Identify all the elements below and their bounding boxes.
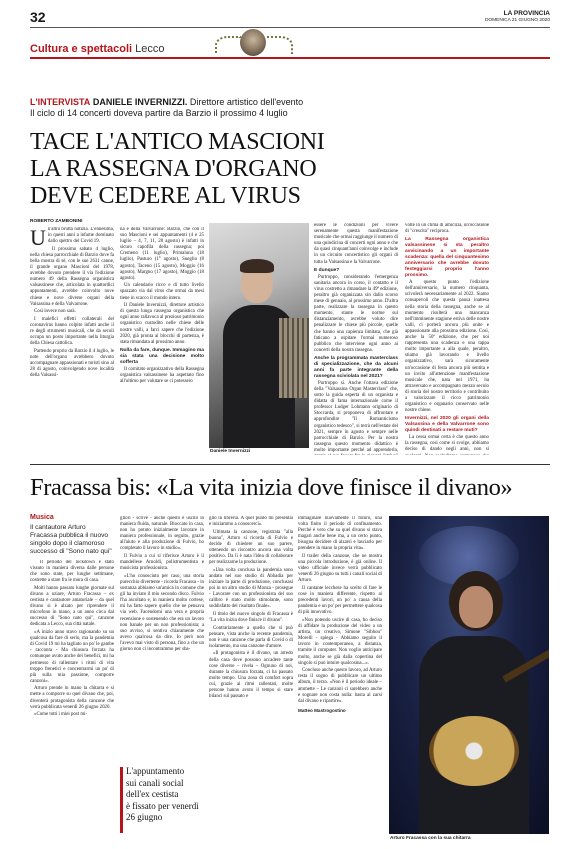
interview-question: Anche la programmata masterclass di specializzazione, che da alcuni anni fa parte integrante della rassegna sciviolata nel 2021? bbox=[314, 355, 398, 379]
paragraph: «L'ho conosciuto per caso, una storia purecchio divertente - ricorda Fracassa - in sostanza abbiamo un'amica in comune che gli ha inviato il mio secondo disco. Fulvio l'ha ascoltato e, in maniera molto cortese, mi ha fatto sapere quello che ne pensava via web. Facendomi una vera e propria recensione e sostenendo che era un lavoro non banale per un non professionista; a suo avviso, si sentiva chiaramente che avevo qualcosa da dire. Io però non l'avevo mai visto di persona, fino a che un giorno non ci incontrammo per sba- bbox=[120, 573, 204, 652]
paragraph: I malefici effetti collaterali del coronavirus hanno colpito infatti anche il re degli strumenti musicali, che da secoli occupa un posto importante nella liturgia della Chiesa cattolica. bbox=[30, 316, 114, 347]
interview-question: La Rassegna organistica valsassinese si sta peraltro avvicinando a un importante scadenza: quella del cinquantesimo anniversario che avrebbe dovuto festeggiarsi proprio l'anno prossimo. bbox=[405, 237, 489, 279]
callout-line: L'appuntamento bbox=[126, 766, 185, 776]
interview-question: E dunque? bbox=[314, 267, 340, 273]
paragraph: Contrariamente a quello che si può pensare, vista anche la recente pandemia, non è una canzone che parla di Covid o di isolamento, ma una canzone d'amore. bbox=[209, 625, 293, 649]
page-number: 32 bbox=[30, 9, 46, 25]
paragraph: Il Fulvio a cui si riferisce Arturo è il mandellese Arnoldi, polistrumentista e musicista professionista. bbox=[120, 554, 204, 572]
paragraph: immaginare nuovamente il futuro, una volta finito il periodo di confinamento. Perché è vero che su quel divano si stava magari anche bene ma, a un certo punto, bisogna decidere di alzarsi e lasciarlo per prendere in mano la propria vita». bbox=[298, 516, 382, 552]
story2-byline: Matteo Mastrogostino bbox=[298, 707, 346, 713]
organ-pipes bbox=[279, 318, 309, 398]
photo2-caption: Arturo Fracassa con la sua chitarra bbox=[390, 836, 471, 841]
callout-line: dell'ex cestista bbox=[126, 789, 179, 799]
singer-face bbox=[459, 586, 493, 628]
paragraph: n'altra brutta notizia. L'ennesima, in questi anni a infame dominato dallo spettro del Covid 19. bbox=[47, 227, 114, 245]
story1-headline bbox=[30, 129, 390, 210]
story2-col1 bbox=[30, 560, 114, 840]
callout-line: sui canali social bbox=[126, 777, 184, 788]
story2-label: Musica bbox=[30, 514, 54, 521]
portrait-hair bbox=[240, 259, 274, 273]
story1-kicker bbox=[30, 97, 450, 119]
paragraph: Così invece non sarà. bbox=[34, 309, 76, 315]
callout-line: 26 giugno bbox=[126, 812, 163, 822]
interview-question: Nulla da fare, dunque. Immagino ma sia stata una decisione molto sofferta bbox=[120, 347, 204, 365]
story2-col3 bbox=[209, 516, 293, 840]
section-city: Lecco bbox=[135, 43, 165, 55]
paragraph: na e della Valvarrone: Barzio, che con il suo Mascioni e sei appuntamenti (4 e 25 luglio – 4, 7, 11, 28 agosto) è infatti in sicuro capofila della rassegna; poi Cremeno (11 luglio), Primaluna (18 luglio), Pasturo (1° agosto), Sueglio (8 agosto), Taceno (15 agosto), Moggio (16 agosto), Margno (17 agosto), Moggio (18 agosto). bbox=[120, 227, 204, 281]
header-divider bbox=[30, 27, 550, 28]
paragraph: «A inizio anno stavo ragionando su un qualcosa da fare di serio, ma la pandemia di Covid 19 mi ha tagliato un po' le gambe - racconta - Ma chiusura forzata ha comunque avuto anche dei benefici, mi ha permesso di rallentare i ritmi di vita troppo frenetici e concentrarmi un po' di più sulla mia passione, comporre canzoni». bbox=[30, 630, 114, 684]
story1-col2 bbox=[120, 227, 204, 455]
paragraph: Purtroppo sì. Anche l'ottava edizione della "Valsassina Organ Masterclass" che, sotto la guida esperta di un organista e didatta di fama internazionale come il professor Ludger Lohmann originario di Stoccarda, si proponeva di affrontare e approfondire "Il Romanticismo organistico tedesco", si terrà nell'estate del 2021, sempre in agosto e sempre nelle parrocchiale di Barzio. Per la nostra rassegna questo momento didattico è molto importante perché ad apprenderla, bbox=[314, 380, 398, 453]
section-name: Cultura e spettacoli bbox=[30, 43, 133, 55]
headline-line2: LA RASSEGNA D'ORGANO bbox=[30, 156, 317, 182]
paragraph: Il periodo del lockdown è stato vissuto in maniera diversa dalle persone che sono state, per lunghe settimane, costrette a stare fra le mura di casa. bbox=[30, 560, 114, 584]
paragraph: essere le condizioni per vivere serenamente questa manifestazione musicale che ormai raggiunge il numero di una quindicina di concerti ogni anno e che da quasi cinquant'anni coinvolge e include in un circuito concertistico gli organi di tutta la Valsassina e la Valvarrone. bbox=[314, 223, 398, 265]
paragraph: Molti hanno passato lunghe giornate sul divano a oziare, Arturo Fracassa – ex cestista e cantautore amatoriale – da quel divano si è alzato per riprendere il microfono in mano, a un anno circa dal successo di "Sono nato qui", canzone dedicata a Lecco, sua città natale. bbox=[30, 585, 114, 628]
interview-question: Invernizzi, nel 2020 gli organi della Valsassina e della Valvarrone sono quindi destinati a restare muti? bbox=[405, 416, 489, 434]
paragraph: Ultimata la canzone, registrata "alla buona", Arturo si ricorda di Fulvio e decide di chiedere un suo parere, ottenendo un riscontro ancora una volta positivo. Da lì è nata l'idea di collaborare per realizzarne la produzione. bbox=[209, 529, 293, 566]
story2-headline: Fracassa bis: «La vita inizia dove finisce il divano» bbox=[30, 474, 513, 501]
section-title bbox=[30, 43, 165, 55]
section-bar bbox=[30, 57, 550, 59]
callout-text bbox=[126, 766, 206, 824]
story1-col3 bbox=[314, 223, 398, 455]
paragraph: Il cantante lecchese ha scelto di fare le cose in maniera differente, rispetto ai precedenti lavori, un po' a causa della pandemia e un po' per permettere qualcosa di più innovativo. bbox=[298, 586, 382, 616]
section-emblem bbox=[240, 29, 266, 56]
paragraph: Arturo prende in mano la chitarra e si mette a comporre su quel divano che, poi, diventerà protagonista della canzone che verrà pubblicata venerdì 26 giugno 2020. bbox=[30, 686, 114, 710]
paragraph: «Il protagonista è il divano, un arredo della casa dove possono accadere tante cose diverse – rivela – Ognuno di noi, durante la chiusura forzata, ci ha passato molto tempo. Una zona di comfort sopra cui, grazie ai ritmi rallentati, molte persone hanno avuto il tempo si stare bilanci sul passato e bbox=[209, 651, 293, 700]
story-divider bbox=[30, 464, 550, 465]
paragraph: Il titolo del nuovo singolo di Fracassa è "La vita inizia dove finisce il divano". bbox=[209, 611, 293, 623]
kicker-line2: Il ciclo di 14 concerti doveva partire da Barzio il prossimo 4 luglio bbox=[30, 108, 288, 118]
paragraph: gliori - scrive - anche questo è uscito in maniera fluida, naturale. Bloccato in casa, non ho potuto inizialmente lavorare in maniera professionale, in seguito, grazie all'aiuto e alla produzione di Fulvio, ho completato il lavoro in studio». bbox=[120, 516, 204, 552]
story2-summary: Il cantautore Arturo Fracassa pubblica il nuovo singolo dopo il clamoroso successo di "Sono nato qui" bbox=[30, 524, 112, 555]
dropcap: U bbox=[30, 227, 46, 250]
paragraph: Il Daniele Invernizzi, direttore artistico di questa lunga rassegna organistica che ogni anno rallavoca al prezioso patrimonio organistico custodito nelle chiese delle nostre valli, a farci sapere che l'edizione 2020, già pronta ai blocchi di partenza, è stata rimandata al prossimo anno. bbox=[120, 303, 204, 345]
paragraph: glio in libreria. A quel punto mi presentai e iniziammo a conoscerci». bbox=[209, 516, 293, 528]
publication-date: DOMENICA 21 GIUGNO 2020 bbox=[484, 18, 550, 23]
paragraph: «Come tutti i miei post mi- bbox=[34, 712, 88, 718]
paragraph: «Non potendo uscire di casa, ho deciso di affidare la produzione del video a un artista, un creativo, Simone "Sibhou" Morelli - spiega - Abbiamo seguito il lavoro in contemporanea, a distanza, tramite il computer. Non voglio anticipare molto, anche se già dalla copertina del singolo si può intuire qualcosina...». bbox=[298, 618, 382, 666]
callout-line: è fissato per venerdì bbox=[126, 800, 199, 811]
headline-line3: DEVE CEDERE AL VIRUS bbox=[30, 183, 301, 209]
paragraph: Il trailer della canzone, che ne mostra una piccola introduzione, è già online. Il video ufficiale invece verrà pubblicato venerdì 26 giugno su tutti i canali social di Arturo. bbox=[298, 554, 382, 584]
paragraph: «Una volta conclusa la pandemia sono andato nel suo studio di Abbadia per iniziare la parte di produzione, conclusasi poi in un altro studio di Monza - prosegue - Lavorare con un professionista del suo calibro è stato molto stimolante, sono soddisfatto del risultato finale». bbox=[209, 567, 293, 610]
story2-col4 bbox=[298, 516, 382, 840]
headline-line1: TACE L'ANTICO MASCIONI bbox=[30, 129, 325, 155]
invernizzi-photo bbox=[209, 223, 309, 448]
paper-name: LA PROVINCIA bbox=[503, 10, 550, 17]
story1-col1 bbox=[30, 227, 114, 455]
paragraph: Il prossimo sabato 4 luglio, nella chiesa parrocchiale di Barzio dove fa bella mostra di sé, con le sue 2631 canne, il grande organo Mascioni del 1978, avrebbe dovuto prendere il via l'edizione numero 49 della Rassegna organistica valsassinese che, articolata in quattordici appuntamenti, avrebbe coinvolto nove chiese e nove diverse organi della Valsassina e della Valvarrone. bbox=[30, 246, 114, 307]
fracassa-photo bbox=[389, 516, 549, 834]
kicker-rest: Direttore artistico dell'evento bbox=[189, 97, 304, 107]
guitar-body bbox=[429, 716, 519, 786]
laurel-left-icon bbox=[215, 36, 241, 54]
paragraph: Un calendario ricco e di tutto livello spazzato via dal virus che ormai da mesi tiene in scacco il mondo intero. bbox=[120, 283, 204, 301]
laurel-right-icon bbox=[267, 36, 293, 54]
paragraph: Partendo proprio da Barzio il 4 luglio, le note dell'organo avrebbero dovuto accompagnare appassionati e turisti sino al 28 di agosto, coinvolgendo nove località della Valsassi- bbox=[30, 348, 114, 379]
story1-col4 bbox=[405, 223, 489, 455]
paragraph: Il comitato organizzativo della Rassegna organistica valsassinese ha aspettato fino all'ultimo per valutare se ci potessero bbox=[120, 366, 204, 384]
paragraph: A questo punto l'edizione dell'anniversario, la numero cinquanta, scivolerà necessariamente al 2022. Siamo consapevoli che questa pausa inattesa nella storia della rassegna, anche se al momento risulterà una mancanza nell'imminente stagione estiva delle nostre valli, ci porterà ancora più unite e appassionate alla prossima edizione. Così, anche la 50ª edizione, che per noi rappresenta una scadenza e una tappa molto importante a alla quale, peraltro, stiamo già lavorando e livello organizzativo, sarà sicuramente un'occasione di festa ancora più sentita e un invito all'attenzione manifestazione musicale che, nata nel 1971, ha attraversato e accompagnato mezzo secolo di storia del nostro territorio e contribuito a valorizzare il ricco patrimonio organistico e organario conservato nelle nostre chiese. bbox=[405, 280, 489, 414]
story1-byline: ROBERTO ZAMBONINI bbox=[30, 219, 83, 224]
paragraph: La cessa ormai certa è che questo anno la rassegna, così come si svolge, abbiamo deciso di dando negli anni, non si bbox=[405, 435, 489, 453]
paragraph: volte in un clima di amicizia, un'occasione di "crescita" reciproca. bbox=[405, 223, 489, 235]
callout-rule bbox=[120, 767, 123, 833]
photo1-caption: Daniele Invernizzi bbox=[210, 449, 251, 454]
paragraph: Concluso anche questo lavoro, ad Arturo resta il sogno di pubblicare un ultimo album, il terzo. «Non è il periodo ideale – ammette – Le canzoni ci sarebbero anche e sognare non costa nulla: basta al zarsi dal divano e ripartire». bbox=[298, 668, 382, 704]
kicker-label: L'INTERVISTA bbox=[30, 97, 91, 107]
kicker-name: DANIELE INVERNIZZI. bbox=[92, 97, 188, 107]
paragraph: Purtroppo, considerando l'emergenza sanitaria ancora in corso, il contatto e il virus costretto a rimandare la 49ª edizione, peraltro già organizzata sin dallo scorso mese di gennaio, al prossimo anno. D'altra parte, realizzare la rassegna in questo momento, stante le norme sul distanziamento, avrebbe voluto dire penalizzare le chiese più piccole, quelle che hanno una capienza limitata, che già faticano a ospitare l'ormai numeroso pubblico che interviene ogni anno ai concerti della nostra rassegna. bbox=[314, 274, 398, 353]
callout-box bbox=[120, 765, 204, 837]
